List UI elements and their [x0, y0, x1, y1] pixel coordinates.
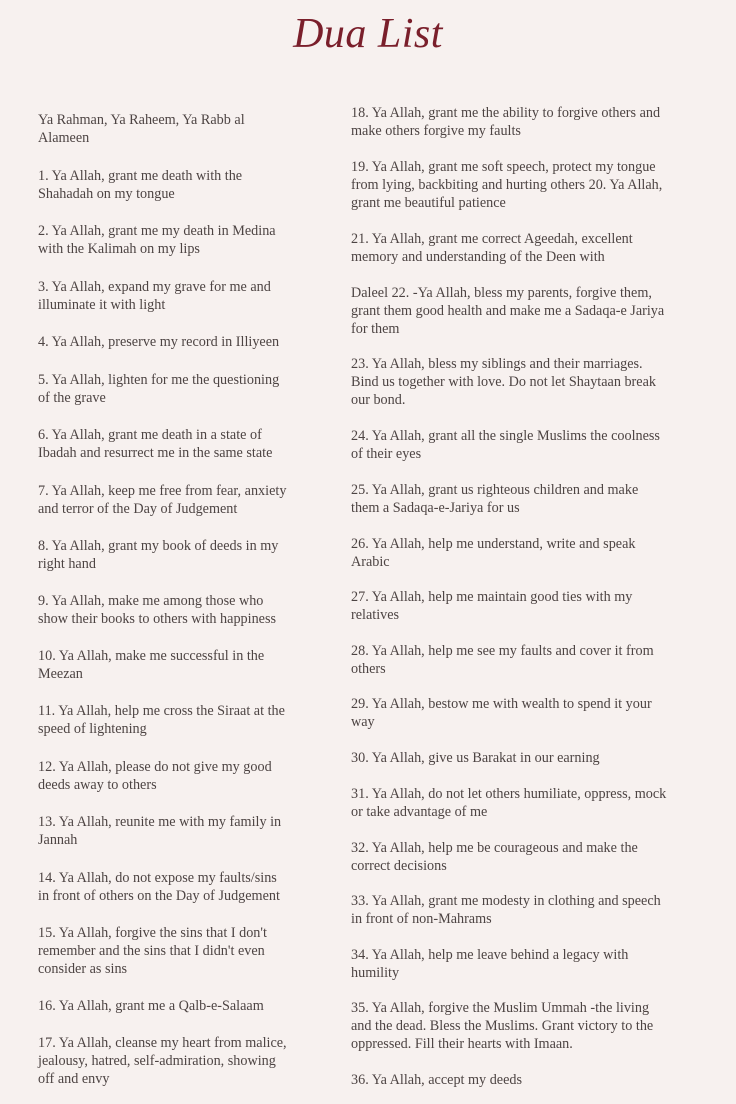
right-column: [351, 0, 715, 1104]
list-item-32: 32. Ya Allah, help me be courageous and make the correct decisions: [351, 840, 638, 874]
list-item-intro: Ya Rahman, Ya Raheem, Ya Rabb al Alameen: [38, 112, 245, 146]
list-item-9: 9. Ya Allah, make me among those who show their books to others with happiness: [38, 593, 277, 627]
list-item-23: 23. Ya Allah, bless my siblings and their marriages. Bind us together with love. Do not let Shaytaan break our bond.: [351, 356, 656, 408]
list-item-28: 28. Ya Allah, help me see my faults and cover it from others: [351, 643, 654, 677]
list-item-35: 35. Ya Allah, forgive the Muslim Ummah -the living and the dead. Bless the Muslims. Grant victory to the oppressed. Fill their hearts with Imaan.: [351, 1000, 654, 1052]
list-item-33: 33. Ya Allah, grant me modesty in clothing and speech in front of non-Mahrams: [351, 893, 661, 927]
list-item-4: 4. Ya Allah, preserve my record in Illiyeen: [38, 334, 280, 350]
list-item-25: 25. Ya Allah, grant us righteous children and make them a Sadaqa-e-Jariya for us: [351, 482, 639, 516]
list-item-8: 8. Ya Allah, grant my book of deeds in my right hand: [38, 538, 279, 572]
list-item-22: Daleel 22. -Ya Allah, bless my parents, forgive them, grant them good health and make me a Sadaqa-e Jariya for them: [351, 285, 665, 337]
list-item-26: 26. Ya Allah, help me understand, write and speak Arabic: [351, 536, 636, 570]
list-item-5: 5. Ya Allah, lighten for me the questioning of the grave: [38, 372, 280, 406]
list-item-13: 13. Ya Allah, reunite me with my family in Jannah: [38, 814, 282, 848]
list-item-10: 10. Ya Allah, make me successful in the Meezan: [38, 648, 265, 682]
list-item-30: 30. Ya Allah, give us Barakat in our earning: [351, 750, 600, 766]
list-item-29: 29. Ya Allah, bestow me with wealth to spend it your way: [351, 696, 652, 730]
list-item-2: 2. Ya Allah, grant me my death in Medina with the Kalimah on my lips: [38, 223, 276, 257]
list-item-1: 1. Ya Allah, grant me death with the Shahadah on my tongue: [38, 168, 243, 202]
list-item-11: 11. Ya Allah, help me cross the Siraat at the speed of lightening: [38, 703, 285, 737]
list-item-21: 21. Ya Allah, grant me correct Ageedah, excellent memory and understanding of the Deen with: [351, 231, 633, 265]
list-item-12: 12. Ya Allah, please do not give my good deeds away to others: [38, 759, 272, 793]
list-item-16: 16. Ya Allah, grant me a Qalb-e-Salaam: [38, 998, 264, 1014]
list-item-27: 27. Ya Allah, help me maintain good ties with my relatives: [351, 589, 633, 623]
list-item-7: 7. Ya Allah, keep me free from fear, anxiety and terror of the Day of Judgement: [38, 483, 287, 517]
list-item-3: 3. Ya Allah, expand my grave for me and illuminate it with light: [38, 279, 271, 313]
list-item-14: 14. Ya Allah, do not expose my faults/sins in front of others on the Day of Judgement: [38, 870, 280, 904]
left-column: [38, 0, 338, 1104]
page-title: Dua List: [293, 11, 443, 57]
list-item-36: 36. Ya Allah, accept my deeds: [351, 1072, 523, 1088]
list-item-6: 6. Ya Allah, grant me death in a state of Ibadah and resurrect me in the same state: [38, 427, 273, 461]
list-item-17: 17. Ya Allah, cleanse my heart from malice, jealousy, hatred, self-admiration, showing off and envy: [38, 1035, 287, 1087]
list-item-34: 34. Ya Allah, help me leave behind a legacy with humility: [351, 947, 629, 981]
list-item-18: 18. Ya Allah, grant me the ability to forgive others and make others forgive my faults: [351, 105, 661, 139]
list-item-19-20: 19. Ya Allah, grant me soft speech, protect my tongue from lying, backbiting and hurting others 20. Ya Allah, grant me beautiful patience: [351, 159, 663, 211]
list-item-31: 31. Ya Allah, do not let others humiliate, oppress, mock or take advantage of me: [351, 786, 667, 820]
list-item-15: 15. Ya Allah, forgive the sins that I don't remember and the sins that I didn't even consider as sins: [38, 925, 267, 977]
list-item-24: 24. Ya Allah, grant all the single Muslims the coolness of their eyes: [351, 428, 660, 462]
